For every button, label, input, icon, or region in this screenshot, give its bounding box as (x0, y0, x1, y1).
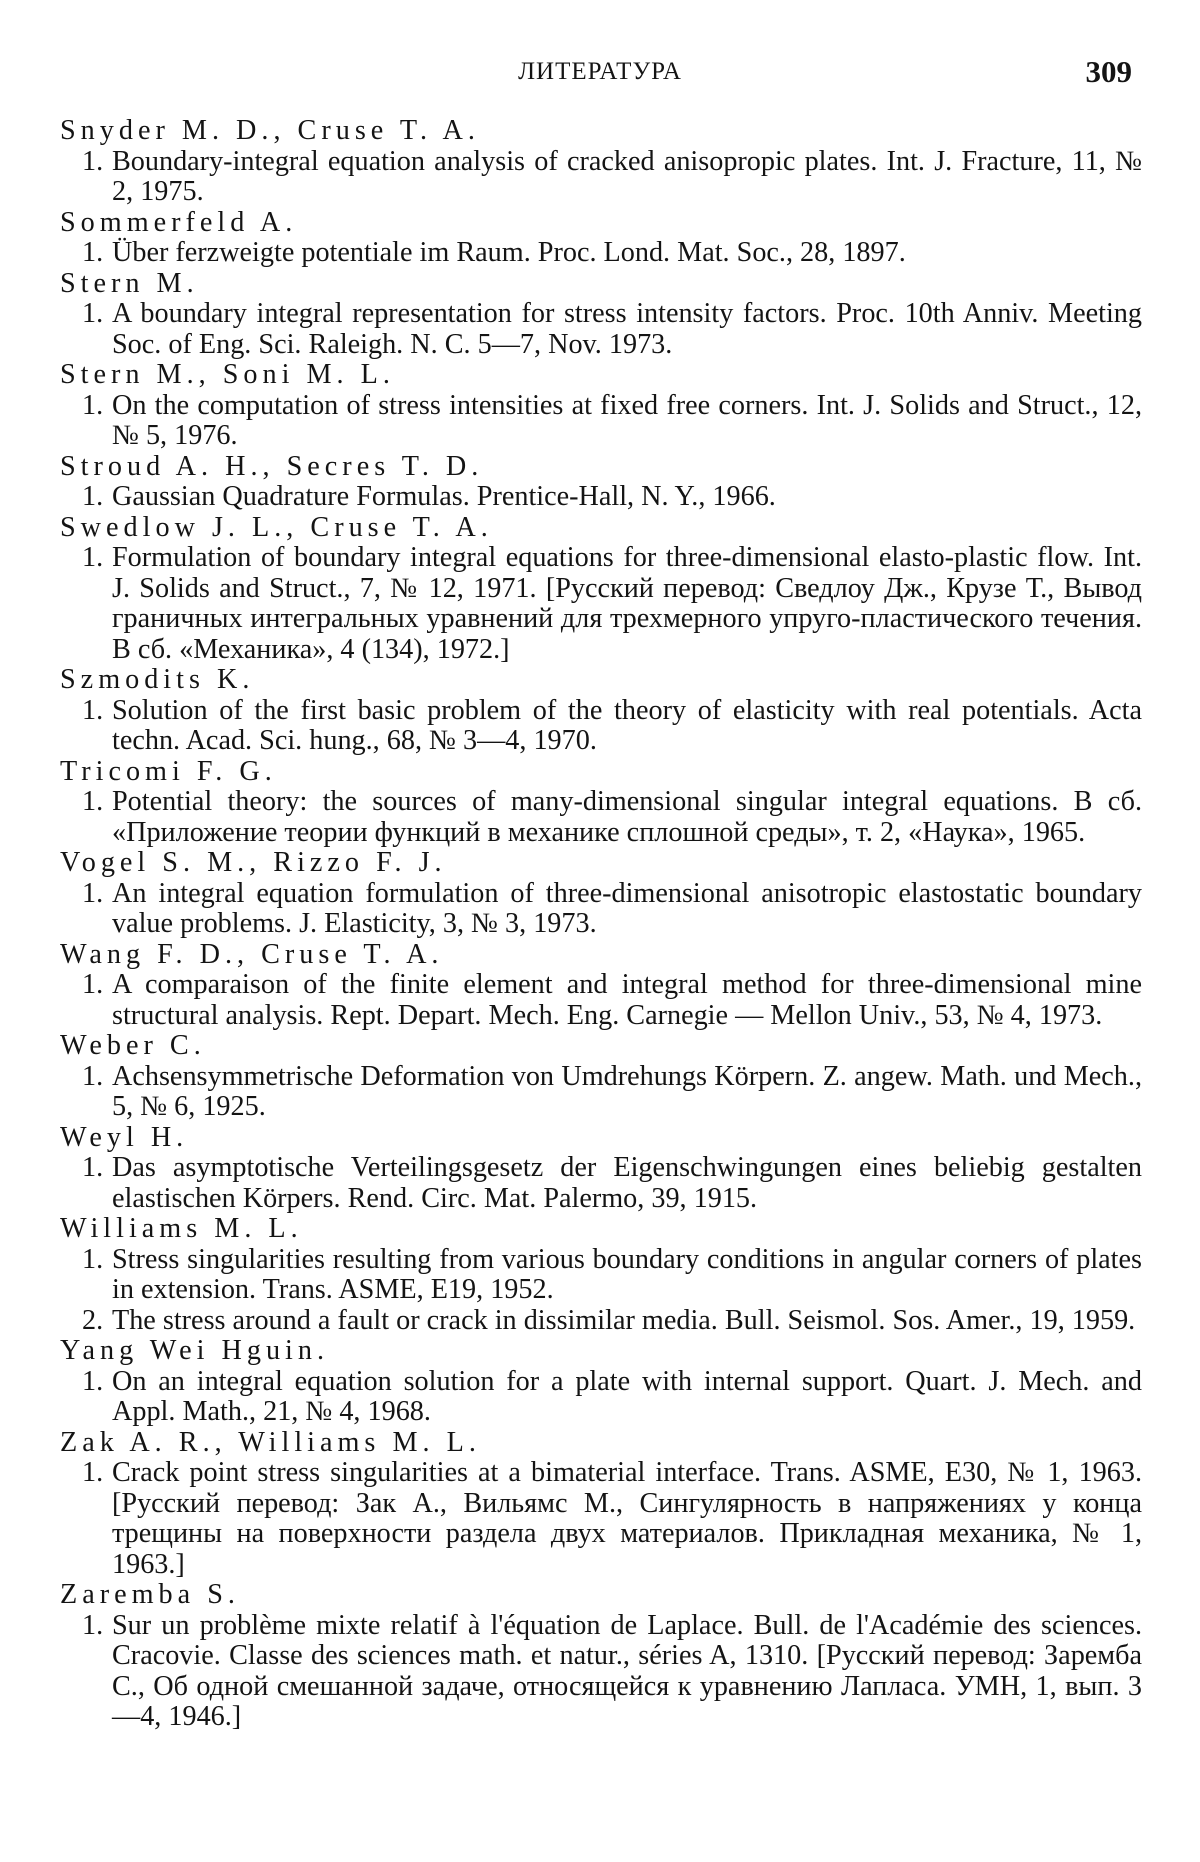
entry-references (60, 787, 1142, 848)
entry-references (60, 1062, 1142, 1123)
entry-authors: Stern M. (60, 267, 199, 299)
reference-item (60, 970, 1142, 1031)
reference-number: 1. (82, 542, 104, 573)
entry-references (60, 1367, 1142, 1428)
entry-authors: Tricomi F. G. (60, 755, 277, 787)
reference-item (60, 879, 1142, 940)
entry-authors: Stroud A. H., Secres T. D. (60, 450, 484, 482)
reference-number: 1. (82, 1152, 104, 1183)
entry-references (60, 147, 1142, 208)
bibliography-entry (60, 665, 1142, 757)
reference-item (60, 482, 1142, 513)
bibliography-entry (60, 513, 1142, 666)
reference-text: Potential theory: the sources of many-dimensional singular integral equations. В сб. «Приложение теории функций в механике сплошной среды», т. 2, «Наука», 1965. (112, 786, 1142, 848)
reference-text: A boundary integral representation for stress intensity factors. Proc. 10th Anniv. Meeting Soc. of Eng. Sci. Raleigh. N. C. 5—7, Nov. 1973. (112, 298, 1142, 360)
reference-item (60, 1245, 1142, 1306)
entry-authors: Szmodits K. (60, 664, 255, 695)
reference-item (60, 1611, 1142, 1733)
reference-number: 1. (82, 389, 104, 421)
bibliography-entry (60, 757, 1142, 849)
bibliography-entry (60, 452, 1142, 513)
reference-item (60, 238, 1142, 269)
reference-number: 1. (82, 969, 104, 1000)
page-number: 309 (1085, 54, 1132, 89)
reference-text: The stress around a fault or crack in dissimilar media. Bull. Seismol. Sos. Amer., 19, 1959. (112, 1304, 1136, 1336)
entry-authors: Williams M. L. (60, 1213, 303, 1244)
reference-number: 1. (82, 694, 104, 726)
entry-authors: Weber C. (60, 1030, 206, 1061)
reference-item (60, 299, 1142, 360)
reference-item (60, 543, 1142, 665)
bibliography-entry (60, 269, 1142, 361)
entry-references (60, 482, 1142, 513)
bibliography-entry (60, 1580, 1142, 1733)
running-title: ЛИТЕРАТУРА (518, 58, 682, 85)
bibliography-entry (60, 208, 1142, 269)
reference-text: Sur un problème mixte relatif à l'équation de Laplace. Bull. de l'Académie des sciences. Cracovie. Classe des sciences math. et natur., séries A, 1310. [Русский перевод: Заремба С., Об одной смешанной задаче, относящейся к уравнению Лапласа. УМН, 1, вып. 3—4, 1946.] (112, 1609, 1142, 1732)
reference-item (60, 1306, 1142, 1337)
entry-authors: Zaremba S. (60, 1579, 240, 1610)
reference-number: 1. (82, 1060, 104, 1092)
reference-text: Boundary-integral equation analysis of cracked anisopropic plates. Int. J. Fracture, 11, № 2, 1975. (112, 145, 1142, 207)
reference-number: 1. (82, 298, 104, 329)
reference-text: Über ferzweigte potentiale im Raum. Proc. Lond. Mat. Soc., 28, 1897. (112, 237, 906, 268)
bibliography-entry (60, 940, 1142, 1032)
reference-text: Crack point stress singularities at a bimaterial interface. Trans. ASME, E30, № 1, 1963. [Русский перевод: Зак А., Вильямс М., Сингулярность в напряжениях у конца трещины на поверхности раздела двух материалов. Прикладная механика, № 1, 1963.] (112, 1457, 1142, 1580)
reference-number: 1. (82, 1457, 104, 1488)
reference-text: On the computation of stress intensities at fixed free corners. Int. J. Solids and Struct., 12, № 5, 1976. (112, 389, 1142, 451)
reference-item (60, 1062, 1142, 1123)
entry-authors: Snyder M. D., Cruse T. A. (60, 115, 480, 146)
reference-item (60, 1367, 1142, 1428)
reference-number: 1. (82, 145, 104, 177)
bibliography-entry (60, 1214, 1142, 1336)
reference-text: Achsensymmetrische Deformation von Umdrehungs Körpern. Z. angew. Math. und Mech., 5, № 6, 1925. (112, 1060, 1142, 1122)
reference-number: 1. (82, 481, 104, 512)
entry-authors: Zak A. R., Williams M. L. (60, 1426, 481, 1458)
reference-number: 1. (82, 1365, 104, 1397)
running-head (60, 54, 1140, 98)
reference-text: An integral equation formulation of three-dimensional anisotropic elastostatic boundary value problems. J. Elasticity, 3, № 3, 1973. (112, 877, 1142, 939)
bibliography-entry (60, 1428, 1142, 1581)
reference-item (60, 696, 1142, 757)
reference-number: 1. (82, 1243, 104, 1275)
reference-number: 1. (82, 877, 104, 909)
entry-references (60, 238, 1142, 269)
entry-references (60, 696, 1142, 757)
reference-item (60, 147, 1142, 208)
reference-text: Gaussian Quadrature Formulas. Prentice-Hall, N. Y., 1966. (112, 481, 776, 512)
reference-number: 1. (82, 1609, 104, 1641)
reference-number: 1. (82, 237, 104, 268)
reference-text: Das asymptotische Verteilingsgesetz der Eigenschwingungen eines beliebig gestalten elastischen Körpers. Rend. Circ. Mat. Palermo, 39, 1915. (112, 1152, 1142, 1214)
reference-item (60, 787, 1142, 848)
entry-references (60, 1611, 1142, 1733)
reference-item (60, 391, 1142, 452)
entry-references (60, 970, 1142, 1031)
bibliography-entry (60, 116, 1142, 208)
bibliography-entry (60, 1123, 1142, 1215)
reference-text: Formulation of boundary integral equations for three-dimensional elasto-plastic flow. Int. J. Solids and Struct., 7, № 12, 1971. [Русский перевод: Сведлоу Дж., Крузе Т., Вывод граничных интегральных уравнений для трехмерного упруго-пластического течения. В сб. «Механика», 4 (134), 1972.] (112, 542, 1142, 665)
entry-authors: Wang F. D., Cruse T. A. (60, 938, 444, 970)
bibliography-list (60, 116, 1142, 1733)
entry-references (60, 1153, 1142, 1214)
reference-number: 1. (82, 786, 104, 817)
reference-text: Solution of the first basic problem of the theory of elasticity with real potentials. Acta techn. Acad. Sci. hung., 68, № 3—4, 1970. (112, 694, 1142, 756)
reference-text: A comparaison of the finite element and integral method for three-dimensional mine structural analysis. Rept. Depart. Mech. Eng. Carnegie — Mellon Univ., 53, № 4, 1973. (112, 969, 1142, 1031)
entry-authors: Sommerfeld A. (60, 206, 298, 238)
entry-authors: Weyl H. (60, 1121, 189, 1153)
bibliography-entry (60, 1031, 1142, 1123)
entry-authors: Stern M., Soni M. L. (60, 359, 395, 390)
entry-references (60, 543, 1142, 665)
entry-authors: Yang Wei Hguin. (60, 1335, 330, 1366)
reference-item (60, 1153, 1142, 1214)
entry-authors: Swedlow J. L., Cruse T. A. (60, 511, 493, 543)
entry-references (60, 391, 1142, 452)
entry-authors: Vogel S. M., Rizzo F. J. (60, 847, 447, 878)
entry-references (60, 879, 1142, 940)
bibliography-entry (60, 848, 1142, 940)
entry-references (60, 1458, 1142, 1580)
bibliography-entry (60, 360, 1142, 452)
entry-references (60, 1245, 1142, 1337)
reference-number: 2. (82, 1304, 104, 1336)
entry-references (60, 299, 1142, 360)
reference-text: On an integral equation solution for a plate with internal support. Quart. J. Mech. and Appl. Math., 21, № 4, 1968. (112, 1365, 1142, 1427)
reference-text: Stress singularities resulting from various boundary conditions in angular corners of plates in extension. Trans. ASME, E19, 1952. (112, 1243, 1142, 1305)
bibliography-entry (60, 1336, 1142, 1428)
reference-item (60, 1458, 1142, 1580)
